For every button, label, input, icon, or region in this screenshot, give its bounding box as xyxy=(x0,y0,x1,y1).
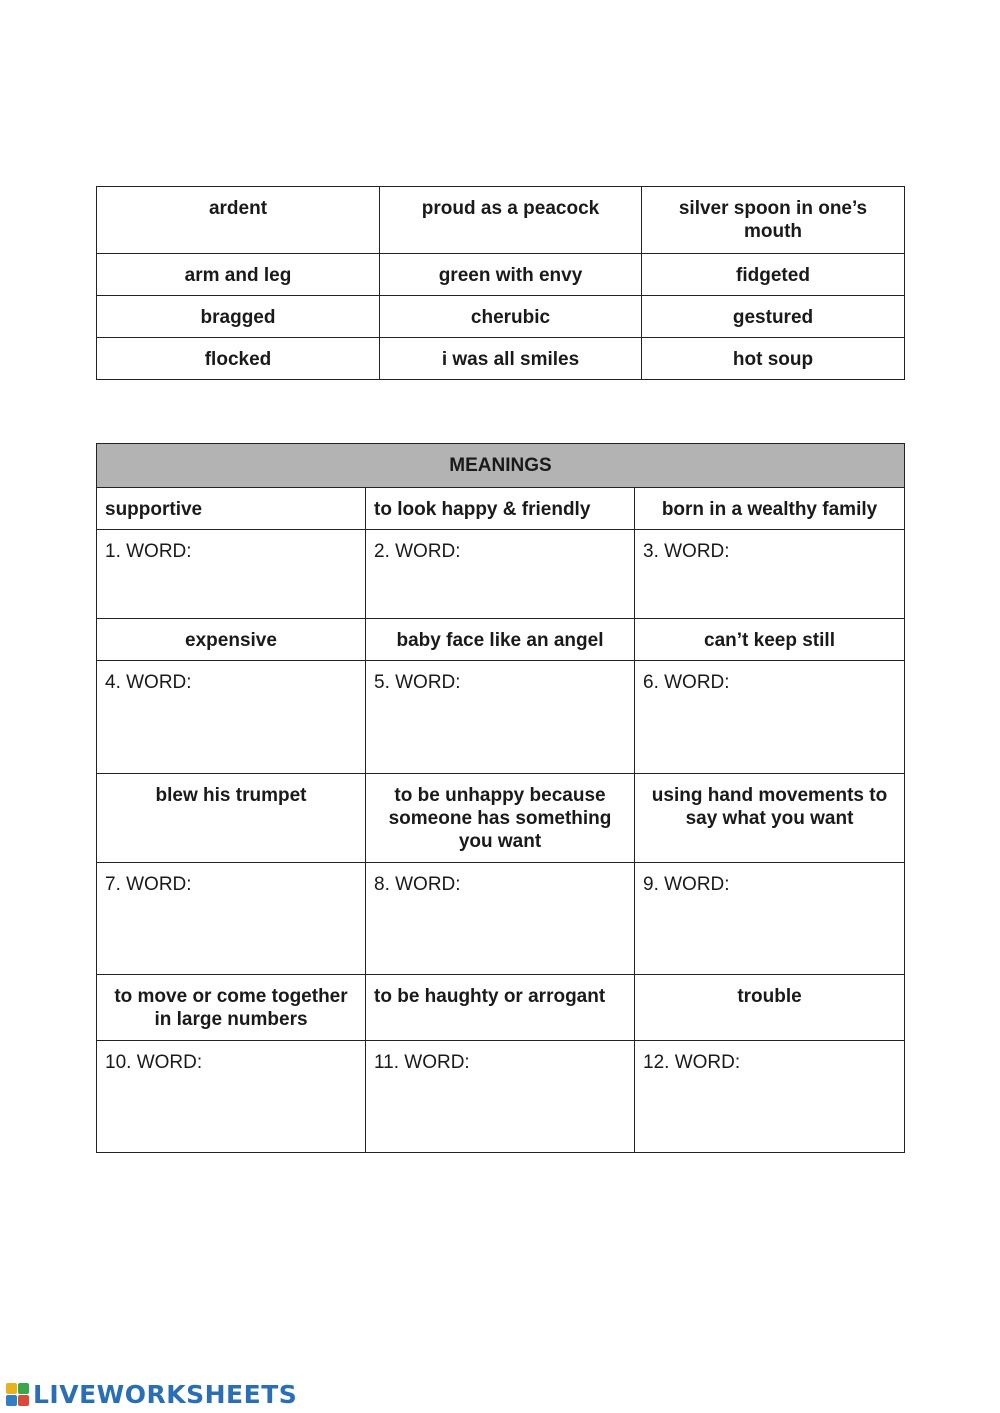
meanings-table xyxy=(96,443,905,1153)
word-bank-cell: hot soup xyxy=(642,338,905,380)
meaning-cell: to look happy & friendly xyxy=(366,488,635,530)
word-bank-cell: silver spoon in one’s mouth xyxy=(642,187,905,254)
logo-square-icon xyxy=(18,1383,29,1394)
word-bank-cell: arm and leg xyxy=(97,254,380,296)
logo-square-icon xyxy=(6,1395,17,1406)
word-bank-table xyxy=(96,186,905,380)
word-bank-cell: green with envy xyxy=(380,254,642,296)
meaning-cell: baby face like an angel xyxy=(366,619,635,661)
answer-field-8[interactable]: 8. WORD: xyxy=(366,863,635,975)
meaning-row xyxy=(97,774,905,863)
meaning-cell: to move or come together in large numbers xyxy=(97,975,366,1041)
word-bank-cell: bragged xyxy=(97,296,380,338)
word-bank-cell: fidgeted xyxy=(642,254,905,296)
word-bank-cell: ardent xyxy=(97,187,380,254)
word-bank-row xyxy=(97,296,905,338)
answer-field-12[interactable]: 12. WORD: xyxy=(635,1041,905,1153)
answer-field-1[interactable]: 1. WORD: xyxy=(97,530,366,619)
meaning-cell: blew his trumpet xyxy=(97,774,366,863)
word-bank-cell: cherubic xyxy=(380,296,642,338)
answer-row xyxy=(97,661,905,774)
answer-field-3[interactable]: 3. WORD: xyxy=(635,530,905,619)
answer-field-5[interactable]: 5. WORD: xyxy=(366,661,635,774)
meaning-cell: born in a wealthy family xyxy=(635,488,905,530)
answer-row xyxy=(97,863,905,975)
meaning-cell: to be haughty or arrogant xyxy=(366,975,635,1041)
answer-field-4[interactable]: 4. WORD: xyxy=(97,661,366,774)
answer-field-9[interactable]: 9. WORD: xyxy=(635,863,905,975)
logo-text: LIVEWORKSHEETS xyxy=(33,1380,298,1409)
answer-row xyxy=(97,1041,905,1153)
answer-field-11[interactable]: 11. WORD: xyxy=(366,1041,635,1153)
logo-mark-icon xyxy=(6,1383,29,1406)
meaning-cell: trouble xyxy=(635,975,905,1041)
meaning-cell: to be unhappy because someone has something you want xyxy=(366,774,635,863)
meaning-cell: expensive xyxy=(97,619,366,661)
answer-field-10[interactable]: 10. WORD: xyxy=(97,1041,366,1153)
word-bank-row xyxy=(97,187,905,254)
meaning-row xyxy=(97,488,905,530)
meaning-cell: using hand movements to say what you want xyxy=(635,774,905,863)
word-bank-cell: proud as a peacock xyxy=(380,187,642,254)
answer-field-2[interactable]: 2. WORD: xyxy=(366,530,635,619)
word-bank-row xyxy=(97,254,905,296)
meanings-header-row xyxy=(97,444,905,488)
word-bank-row xyxy=(97,338,905,380)
logo-square-icon xyxy=(6,1383,17,1394)
meaning-cell: supportive xyxy=(97,488,366,530)
word-bank-cell: i was all smiles xyxy=(380,338,642,380)
meaning-row xyxy=(97,619,905,661)
answer-field-7[interactable]: 7. WORD: xyxy=(97,863,366,975)
liveworksheets-logo[interactable] xyxy=(6,1380,297,1409)
meanings-header: MEANINGS xyxy=(97,444,905,488)
logo-square-icon xyxy=(18,1395,29,1406)
meaning-cell: can’t keep still xyxy=(635,619,905,661)
answer-field-6[interactable]: 6. WORD: xyxy=(635,661,905,774)
word-bank-cell: flocked xyxy=(97,338,380,380)
word-bank-cell: gestured xyxy=(642,296,905,338)
meaning-row xyxy=(97,975,905,1041)
answer-row xyxy=(97,530,905,619)
